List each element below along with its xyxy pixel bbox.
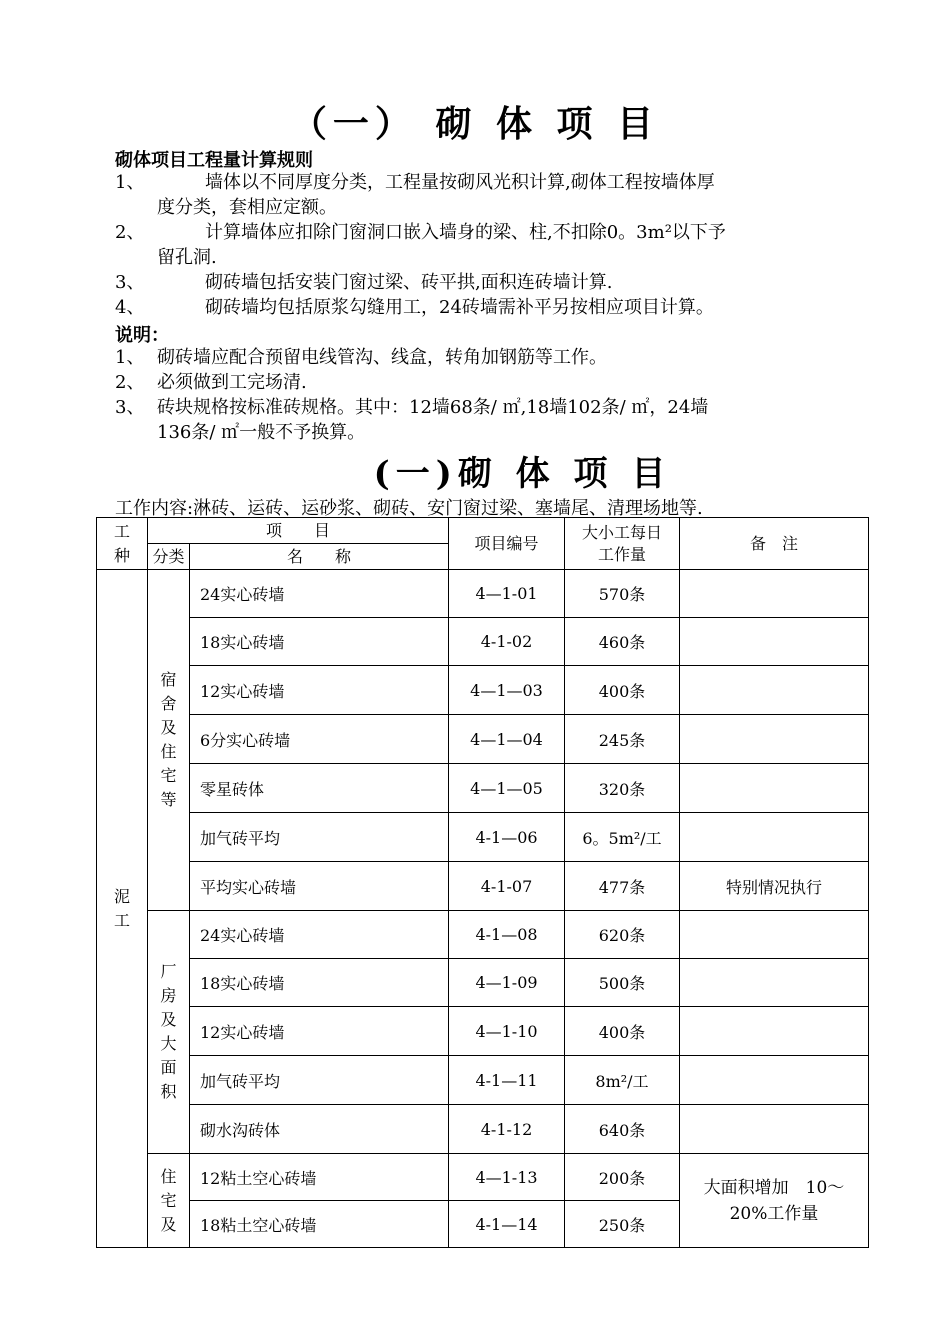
work-content: 工作内容:淋砖、运砖、运砂浆、砌砖、安门窗过梁、塞墙尾、清理场地等. xyxy=(115,498,703,519)
rule-2 xyxy=(115,221,726,245)
item-code: 4-1—08 xyxy=(449,911,565,959)
table-row xyxy=(97,862,869,911)
category-cell: 宿舍及住宅等 xyxy=(148,570,190,911)
item-workload: 245条 xyxy=(565,715,680,764)
item-code: 4—1-01 xyxy=(449,570,565,618)
item-workload: 400条 xyxy=(565,1007,680,1056)
table-row xyxy=(97,1007,869,1056)
item-remark xyxy=(680,1105,869,1154)
rule-3 xyxy=(115,271,612,295)
item-name: 12粘土空心砖墙 xyxy=(190,1154,449,1201)
header-workload: 大小工每日工作量 xyxy=(565,518,680,570)
item-code: 4-1—06 xyxy=(449,813,565,862)
item-code: 4-1-07 xyxy=(449,862,565,911)
rule-text: 墙体以不同厚度分类，工程量按砌风光积计算,砌体工程按墙体厚 xyxy=(205,172,715,193)
rules-heading: 砌体项目工程量计算规则 xyxy=(115,150,313,171)
item-remark xyxy=(680,813,869,862)
table-row xyxy=(97,1105,869,1154)
item-workload: 477条 xyxy=(565,862,680,911)
table-row xyxy=(97,1056,869,1105)
item-workload: 250条 xyxy=(565,1201,680,1248)
item-code: 4-1-02 xyxy=(449,618,565,666)
item-name: 24实心砖墙 xyxy=(190,570,449,618)
rule-number: 2、 xyxy=(115,222,145,243)
item-remark xyxy=(680,570,869,618)
item-remark: 大面积增加 10～20%工作量 xyxy=(680,1154,869,1248)
table-row xyxy=(97,813,869,862)
header-trade: 工种 xyxy=(97,518,148,570)
item-workload: 460条 xyxy=(565,618,680,666)
table-header-row xyxy=(97,518,869,544)
header-code: 项目编号 xyxy=(449,518,565,570)
table-row xyxy=(97,959,869,1007)
table-row xyxy=(97,618,869,666)
table-row xyxy=(97,1154,869,1201)
item-code: 4-1—14 xyxy=(449,1201,565,1248)
header-name: 名 称 xyxy=(190,544,449,570)
item-name: 18实心砖墙 xyxy=(190,959,449,1007)
item-name: 18实心砖墙 xyxy=(190,618,449,666)
item-remark xyxy=(680,911,869,959)
rule-4 xyxy=(115,296,714,320)
rule-text: 砌砖墙包括安装门窗过梁、砖平拱,面积连砖墙计算. xyxy=(205,272,613,293)
table-row xyxy=(97,570,869,618)
explain-text: 砖块规格按标准砖规格。其中：12墙68条/ ㎡,18墙102条/ ㎡，24墙 xyxy=(157,397,709,418)
item-workload: 6。5m²/工 xyxy=(565,813,680,862)
item-name: 平均实心砖墙 xyxy=(190,862,449,911)
rule-number: 1、 xyxy=(115,172,145,193)
explain-1 xyxy=(115,346,607,370)
item-remark xyxy=(680,1056,869,1105)
header-category: 分类 xyxy=(148,544,190,570)
item-code: 4—1—04 xyxy=(449,715,565,764)
item-name: 18粘土空心砖墙 xyxy=(190,1201,449,1248)
item-remark xyxy=(680,959,869,1007)
page-title: （一） 砌 体 项 目 xyxy=(290,103,660,145)
item-workload: 640条 xyxy=(565,1105,680,1154)
section-title: (一)砌 体 项 目 xyxy=(373,454,672,494)
explain-number: 2、 xyxy=(115,372,145,393)
explain-text: 必须做到工完场清. xyxy=(157,372,307,393)
rule-text: 砌砖墙均包括原浆勾缝用工，24砖墙需补平另按相应项目计算。 xyxy=(205,297,714,318)
item-workload: 400条 xyxy=(565,666,680,715)
item-workload: 500条 xyxy=(565,959,680,1007)
table-row xyxy=(97,911,869,959)
explain-number: 1、 xyxy=(115,347,145,368)
item-remark xyxy=(680,666,869,715)
rule-1-cont: 度分类，套相应定额。 xyxy=(157,197,337,218)
item-code: 4—1-10 xyxy=(449,1007,565,1056)
masonry-table xyxy=(96,517,869,1248)
item-name: 加气砖平均 xyxy=(190,813,449,862)
item-name: 砌水沟砖体 xyxy=(190,1105,449,1154)
table-row xyxy=(97,715,869,764)
explain-heading: 说明： xyxy=(115,325,169,346)
explain-text: 砌砖墙应配合预留电线管沟、线盒，转角加钢筋等工作。 xyxy=(157,347,607,368)
item-workload: 8m²/工 xyxy=(565,1056,680,1105)
rule-text: 计算墙体应扣除门窗洞口嵌入墙身的梁、柱,不扣除0。3m²以下予 xyxy=(205,222,726,243)
item-code: 4—1—05 xyxy=(449,764,565,813)
item-remark: 特别情况执行 xyxy=(680,862,869,911)
item-workload: 620条 xyxy=(565,911,680,959)
item-code: 4-1—11 xyxy=(449,1056,565,1105)
rule-number: 3、 xyxy=(115,272,145,293)
item-code: 4-1-12 xyxy=(449,1105,565,1154)
header-remark: 备 注 xyxy=(680,518,869,570)
table-row xyxy=(97,764,869,813)
item-name: 12实心砖墙 xyxy=(190,1007,449,1056)
trade-cell: 泥工 xyxy=(97,570,148,1248)
item-name: 6分实心砖墙 xyxy=(190,715,449,764)
item-workload: 320条 xyxy=(565,764,680,813)
table-row xyxy=(97,666,869,715)
item-name: 零星砖体 xyxy=(190,764,449,813)
item-workload: 570条 xyxy=(565,570,680,618)
item-name: 加气砖平均 xyxy=(190,1056,449,1105)
item-remark xyxy=(680,1007,869,1056)
header-item: 项 目 xyxy=(148,518,449,544)
item-workload: 200条 xyxy=(565,1154,680,1201)
item-remark xyxy=(680,618,869,666)
explain-number: 3、 xyxy=(115,397,145,418)
explain-2 xyxy=(115,371,307,395)
item-name: 12实心砖墙 xyxy=(190,666,449,715)
rule-number: 4、 xyxy=(115,297,145,318)
item-remark xyxy=(680,764,869,813)
item-remark xyxy=(680,715,869,764)
rule-1 xyxy=(115,171,715,195)
category-cell: 住宅及 xyxy=(148,1154,190,1248)
item-code: 4—1-13 xyxy=(449,1154,565,1201)
item-code: 4—1—03 xyxy=(449,666,565,715)
explain-3-cont: 136条/ ㎡一般不予换算。 xyxy=(157,422,366,443)
explain-3 xyxy=(115,396,708,420)
item-code: 4—1-09 xyxy=(449,959,565,1007)
rule-2-cont: 留孔洞. xyxy=(157,247,217,268)
item-name: 24实心砖墙 xyxy=(190,911,449,959)
category-cell: 厂房及大面积 xyxy=(148,911,190,1154)
